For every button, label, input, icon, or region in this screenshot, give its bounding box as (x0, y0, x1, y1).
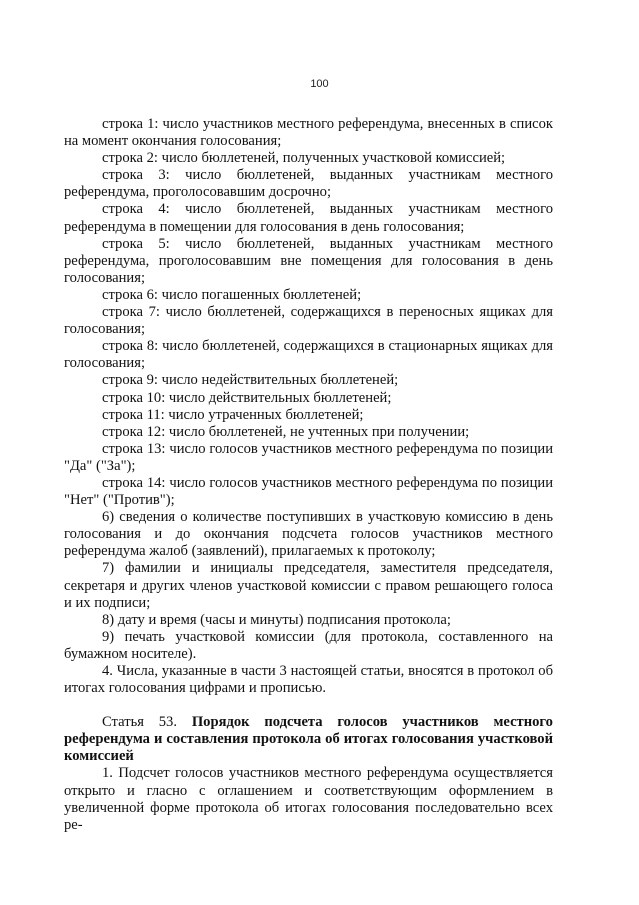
paragraph-line-9: строка 9: число недействительных бюллетеней; (102, 372, 399, 389)
paragraph-item-7: 7) фамилии и инициалы председателя, заместителя председателя, секретаря и других членов участковой комиссии с правом решающего голоса и их подписи; (64, 560, 553, 611)
paragraph-line-5: строка 5: число бюллетеней, выданных участникам местного референдума, проголосовавшим вне помещения для голосования в день голосования; (64, 235, 553, 286)
article-heading (64, 714, 553, 765)
article-title: Порядок подсчета голосов участников местного референдума и составления протокола об итогах голосования участковой комиссией (64, 714, 553, 765)
paragraph-line-7: строка 7: число бюллетеней, содержащихся в переносных ящиках для голосования; (64, 304, 553, 338)
paragraph-line-8: строка 8: число бюллетеней, содержащихся в стационарных ящиках для голосования; (64, 338, 553, 372)
paragraph-line-6: строка 6: число погашенных бюллетеней; (102, 286, 362, 303)
paragraph-line-3: строка 3: число бюллетеней, выданных участникам местного референдума, проголосовавшим досрочно; (64, 167, 553, 201)
paragraph-item-6: 6) сведения о количестве поступивших в участковую комиссию в день голосования и до окончания подсчета голосов участников местного референдума жалоб (заявлений), прилагаемых к протоколу; (64, 509, 553, 560)
paragraph-line-12: строка 12: число бюллетеней, не учтенных при получении; (102, 423, 470, 440)
paragraph-line-13: строка 13: число голосов участников местного референдума по позиции "Да" ("За"); (64, 440, 553, 474)
paragraph-line-4: строка 4: число бюллетеней, выданных участникам местного референдума в помещении для голосования в день голосования; (64, 201, 553, 235)
paragraph-line-2: строка 2: число бюллетеней, полученных участковой комиссией; (102, 150, 506, 167)
paragraph-line-14: строка 14: число голосов участников местного референдума по позиции "Нет" ("Против"); (64, 474, 553, 509)
paragraph-line-1: строка 1: число участников местного референдума, внесенных в список на момент окончания голосования; (64, 116, 553, 150)
body-text (64, 116, 553, 834)
paragraph-item-8: 8) дату и время (часы и минуты) подписания протокола; (102, 611, 451, 628)
paragraph-part-4: 4. Числа, указанные в части 3 настоящей статьи, вносятся в протокол об итогах голосования цифрами и прописью. (64, 663, 553, 697)
paragraph-article-1: 1. Подсчет голосов участников местного референдума осуществляется открыто и гласно с оглашением и соответствующим оформлением в увеличенной форме протокола об итогах голосования последовательно всех ре- (64, 765, 553, 833)
paragraph-line-11: строка 11: число утраченных бюллетеней; (102, 406, 364, 423)
paragraph-line-10: строка 10: число действительных бюллетеней; (102, 389, 392, 406)
article-number: Статья 53. (102, 714, 177, 731)
paragraph-item-9: 9) печать участковой комиссии (для протокола, составленного на бумажном носителе). (64, 628, 553, 662)
page-number: 100 (310, 78, 329, 90)
section-gap (64, 697, 553, 714)
